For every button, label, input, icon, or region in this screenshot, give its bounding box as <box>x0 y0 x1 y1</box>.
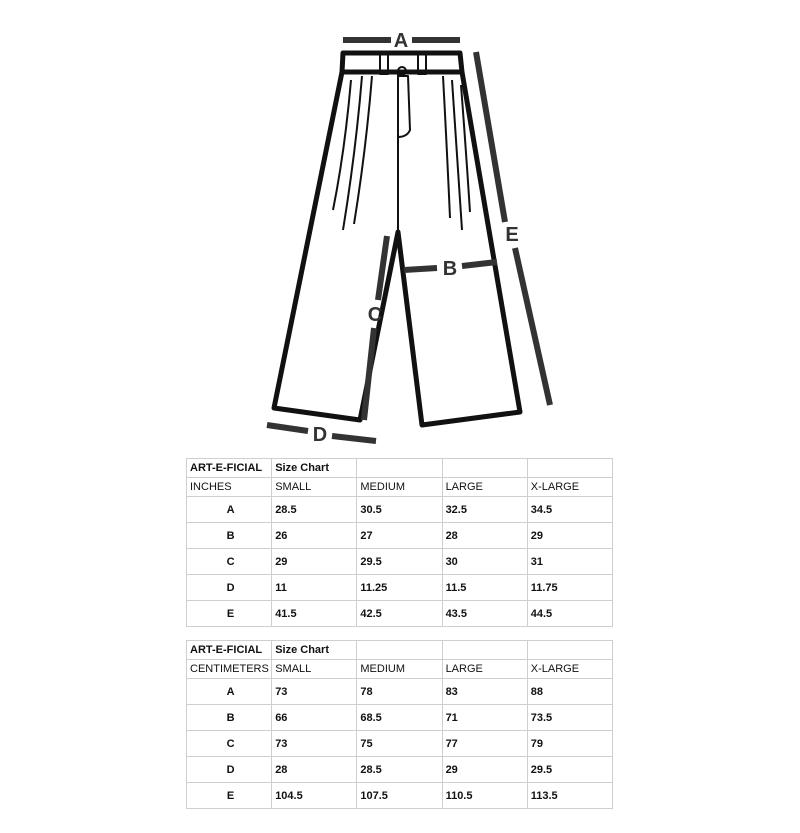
table-row <box>187 757 613 783</box>
brand-name: ART-E-FICIAL <box>187 459 272 478</box>
size-column-headers <box>187 660 613 679</box>
measure-label: E <box>187 783 272 809</box>
table-cell: 31 <box>527 549 612 575</box>
column-header: X-LARGE <box>527 660 612 679</box>
table-cell: 32.5 <box>442 497 527 523</box>
measure-label: A <box>187 497 272 523</box>
column-header: MEDIUM <box>357 478 442 497</box>
measure-label: B <box>187 705 272 731</box>
unit-label: CENTIMETERS <box>187 660 272 679</box>
table-cell: 78 <box>357 679 442 705</box>
size-column-headers <box>187 478 613 497</box>
measure-label: B <box>187 523 272 549</box>
measure-label: E <box>187 601 272 627</box>
label-c: C <box>367 304 383 326</box>
table-cell: 110.5 <box>442 783 527 809</box>
table-cell: 73 <box>272 679 357 705</box>
empty-cell <box>527 641 612 660</box>
table-cell: 28.5 <box>272 497 357 523</box>
table-cell: 11.5 <box>442 575 527 601</box>
table-cell: 71 <box>442 705 527 731</box>
table-cell: 29.5 <box>527 757 612 783</box>
table-row <box>187 679 613 705</box>
column-header: MEDIUM <box>357 660 442 679</box>
column-header: LARGE <box>442 660 527 679</box>
unit-label: INCHES <box>187 478 272 497</box>
table-cell: 77 <box>442 731 527 757</box>
column-header: SMALL <box>272 478 357 497</box>
empty-cell <box>527 459 612 478</box>
table-row <box>187 575 613 601</box>
table-row <box>187 783 613 809</box>
table-cell: 27 <box>357 523 442 549</box>
table-cell: 34.5 <box>527 497 612 523</box>
table-row <box>187 549 613 575</box>
table-caption: Size Chart <box>272 641 357 660</box>
label-d: D <box>312 424 328 446</box>
table-cell: 88 <box>527 679 612 705</box>
table-row <box>187 601 613 627</box>
table-cell: 44.5 <box>527 601 612 627</box>
table-cell: 43.5 <box>442 601 527 627</box>
measure-label: A <box>187 679 272 705</box>
table-cell: 28.5 <box>357 757 442 783</box>
measure-label: C <box>187 549 272 575</box>
size-table-inches <box>186 458 613 627</box>
empty-cell <box>357 641 442 660</box>
column-header: X-LARGE <box>527 478 612 497</box>
table-cell: 29 <box>527 523 612 549</box>
table-cell: 41.5 <box>272 601 357 627</box>
table-cell: 29 <box>442 757 527 783</box>
table-cell: 30.5 <box>357 497 442 523</box>
column-header: LARGE <box>442 478 527 497</box>
table-cell: 73 <box>272 731 357 757</box>
table-cell: 107.5 <box>357 783 442 809</box>
table-cell: 11.75 <box>527 575 612 601</box>
table-cell: 73.5 <box>527 705 612 731</box>
measure-label: C <box>187 731 272 757</box>
size-table-centimeters <box>186 640 613 809</box>
table-cell: 66 <box>272 705 357 731</box>
table-row <box>187 523 613 549</box>
label-a: A <box>393 30 409 52</box>
table-cell: 29 <box>272 549 357 575</box>
table-row <box>187 497 613 523</box>
table-header-row <box>187 459 613 478</box>
table-cell: 11 <box>272 575 357 601</box>
table-cell: 28 <box>442 523 527 549</box>
table-cell: 42.5 <box>357 601 442 627</box>
measure-label: D <box>187 757 272 783</box>
table-cell: 75 <box>357 731 442 757</box>
table-header-row <box>187 641 613 660</box>
table-cell: 104.5 <box>272 783 357 809</box>
table-cell: 79 <box>527 731 612 757</box>
table-row <box>187 705 613 731</box>
table-cell: 11.25 <box>357 575 442 601</box>
empty-cell <box>442 641 527 660</box>
measure-label: D <box>187 575 272 601</box>
label-e: E <box>505 224 519 246</box>
table-row <box>187 731 613 757</box>
table-cell: 26 <box>272 523 357 549</box>
table-cell: 83 <box>442 679 527 705</box>
brand-name: ART-E-FICIAL <box>187 641 272 660</box>
table-cell: 113.5 <box>527 783 612 809</box>
column-header: SMALL <box>272 660 357 679</box>
empty-cell <box>357 459 442 478</box>
label-b: B <box>442 258 458 280</box>
table-cell: 29.5 <box>357 549 442 575</box>
table-cell: 28 <box>272 757 357 783</box>
table-cell: 68.5 <box>357 705 442 731</box>
empty-cell <box>442 459 527 478</box>
table-caption: Size Chart <box>272 459 357 478</box>
table-cell: 30 <box>442 549 527 575</box>
